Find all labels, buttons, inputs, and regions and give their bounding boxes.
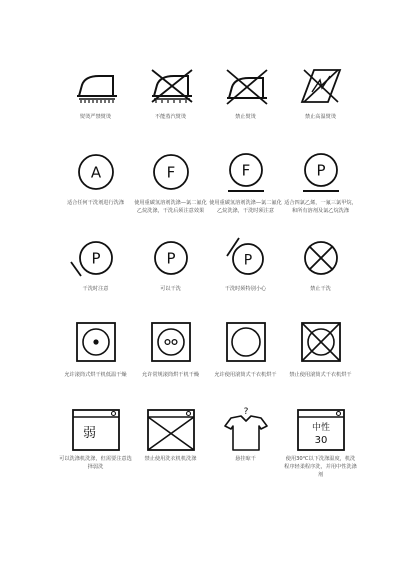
symbol-caption: 允许常规滚筒烘干机干燥 [141,372,200,378]
symbol-caption: 禁止使用洗衣机机洗涤 [144,456,197,462]
dryclean-letter: P [90,249,101,268]
symbol-dryclean-p [133,234,208,320]
dryclean-letter: F [166,163,175,182]
detergent-label: 中性 [311,423,330,433]
dryclean-letter: P [243,252,252,269]
dryclean-p-slash-right-icon [215,234,277,282]
symbol-dryclean-p-care [58,234,133,320]
symbol-dryclean-f [133,148,208,234]
symbol-dryclean-p-underline [283,148,358,234]
no-steam-iron-icon [140,62,202,110]
symbol-dryclean-f-underline [208,148,283,234]
dryclean-f-icon [140,148,202,196]
symbol-caption: 悬挂晾干 [235,456,256,462]
symbol-caption: 熨烫严禁熨烫 [79,114,112,120]
machine-wash-30-neutral-icon [290,406,352,454]
tumble-dry-normal-icon [140,320,202,368]
symbol-do-not-iron [208,62,283,148]
symbol-caption: 使用30℃以下洗涤温度，机洗程序轻柔程序洗，并用中性洗涤剂 [284,456,357,478]
symbol-tumble-allowed [208,320,283,406]
dryclean-letter: P [165,249,176,268]
symbol-caption: 适合任何干洗剂进行洗涤 [66,200,125,206]
symbol-iron [58,62,133,148]
symbol-dryclean-a [58,148,133,234]
symbol-hang-dry [208,406,283,492]
symbol-caption: 禁止干洗 [310,286,331,292]
symbol-caption: 干洗时注意 [82,286,109,292]
no-dryclean-icon [290,234,352,282]
iron-icon [65,62,127,110]
symbol-no-tumble [283,320,358,406]
care-symbol-grid [58,62,358,492]
wash-label: 弱 [82,426,96,441]
symbol-caption: 禁止熨烫 [235,114,256,120]
symbol-no-high-temp-iron [283,62,358,148]
machine-wash-gentle-icon [65,406,127,454]
symbol-caption: 禁止高温熨烫 [304,114,337,120]
dryclean-p-slash-left-icon [65,234,127,282]
symbol-tumble-low [58,320,133,406]
symbol-caption: 可以洗涤机洗涤，但需要注意选择弱洗 [59,456,132,470]
symbol-caption: 禁止使用滚筒式干衣机烘干 [289,372,352,378]
no-high-temp-icon [290,62,352,110]
symbol-caption: 使用重碳氢溶剂洗涤—氯二氟化乙烷洗涤，干洗时须注意 [209,200,282,214]
symbol-no-steam-iron [133,62,208,148]
tumble-dry-low-icon [65,320,127,368]
symbol-no-machine-wash [133,406,208,492]
dryclean-letter: F [241,161,250,180]
dryclean-letter: P [315,161,326,180]
do-not-iron-icon [215,62,277,110]
dryclean-f-gentle-icon [215,148,277,196]
symbol-caption: 不能蒸汽熨烫 [154,114,187,120]
tumble-dry-icon [215,320,277,368]
symbol-caption: 允许滚筒式烘干机低温干燥 [64,372,127,378]
symbol-no-dryclean [283,234,358,320]
dryclean-a-icon [65,148,127,196]
symbol-caption: 适合四氯乙烯，一氟三氯甲烷，和所有溶剂及氯乙烷洗涤 [284,200,357,214]
temperature-value: 30 [314,435,327,446]
hanger-glyph: ? [243,407,248,417]
symbol-dryclean-p-extra-care [208,234,283,320]
symbol-machine-neutral-30 [283,406,358,492]
symbol-caption: 可以干洗 [160,286,181,292]
dryclean-letter: A [90,163,101,182]
symbol-caption: 允许使用滚筒式干衣机烘干 [214,372,277,378]
no-machine-wash-icon [140,406,202,454]
dryclean-p-gentle-icon [290,148,352,196]
symbol-machine-gentle [58,406,133,492]
symbol-caption: 干洗时须特别小心 [224,286,267,292]
symbol-caption: 使用重碳氢溶剂洗涤—氯二氟化乙烷洗涤，干洗后须注意效果 [134,200,207,214]
dryclean-p-icon [140,234,202,282]
hang-dry-shirt-icon [215,406,277,454]
symbol-tumble-normal [133,320,208,406]
no-tumble-dry-icon [290,320,352,368]
